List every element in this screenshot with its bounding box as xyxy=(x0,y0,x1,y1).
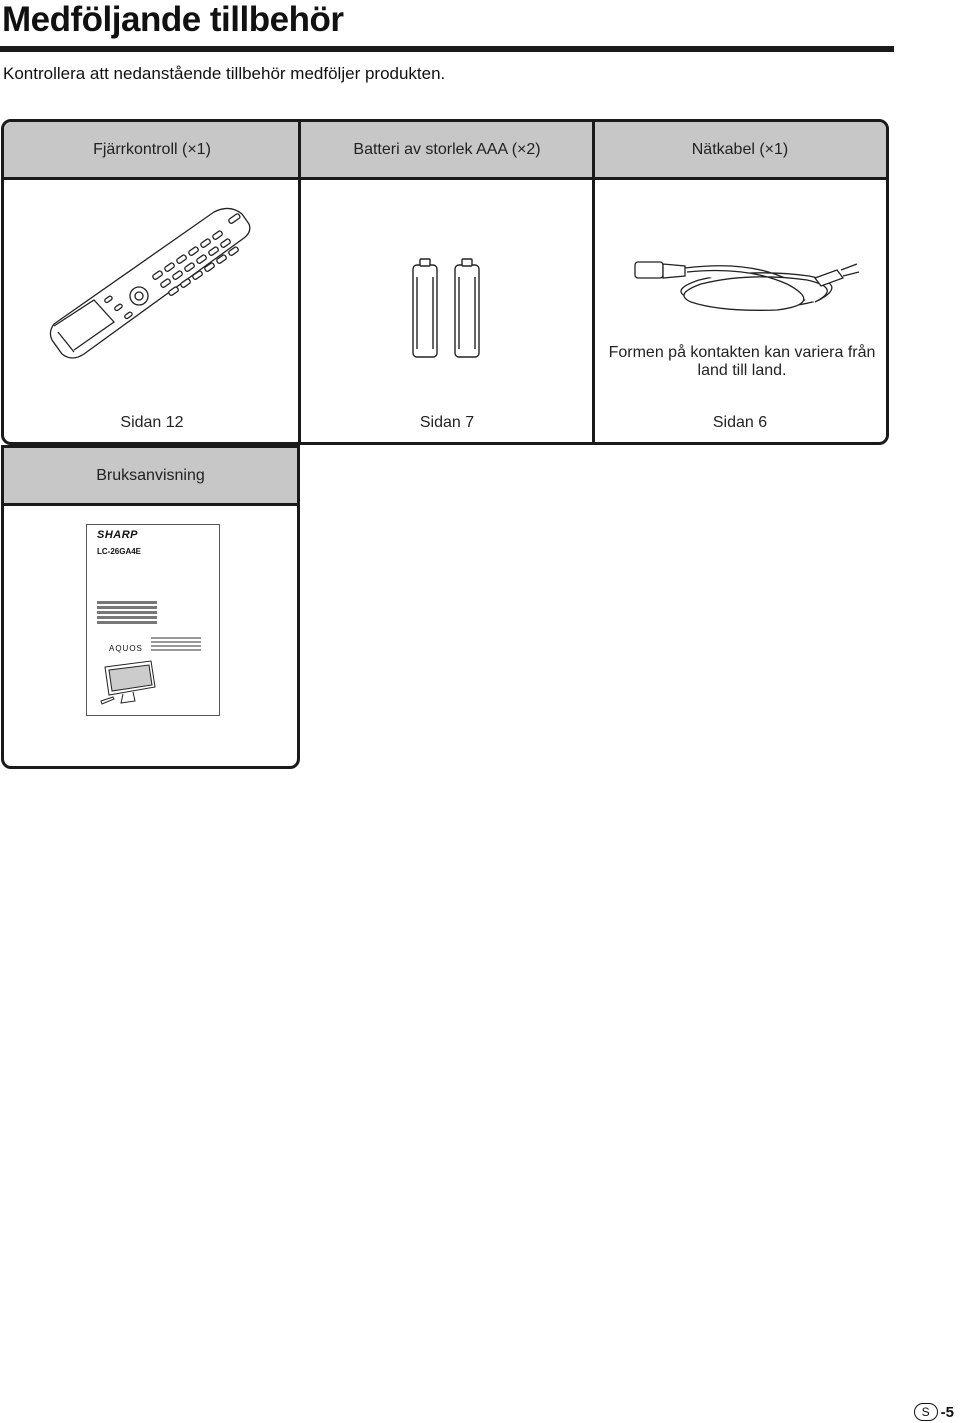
header-battery: Batteri av storlek AAA (×2) xyxy=(300,122,594,180)
header-manual: Bruksanvisning xyxy=(4,448,297,506)
cord-note: Formen på kontakten kan variera från land till land. xyxy=(608,344,876,379)
tv-icon xyxy=(99,657,159,707)
power-cord-icon xyxy=(629,250,869,320)
battery-icon xyxy=(409,257,489,362)
cover-stripes xyxy=(97,601,157,626)
cover-stripes-small xyxy=(151,637,201,653)
accessories-table xyxy=(1,119,889,445)
page-number xyxy=(914,1403,954,1421)
header-remote: Fjärrkontroll (×1) xyxy=(4,122,300,180)
page-number-text: -5 xyxy=(940,1403,954,1421)
remote-control-icon xyxy=(44,204,264,364)
column-divider xyxy=(298,122,301,445)
language-badge: S xyxy=(914,1403,938,1421)
intro-text: Kontrollera att nedanstående tillbehör medföljer produkten. xyxy=(3,64,446,83)
series-logo: AQUOS xyxy=(109,644,143,653)
brand-logo: SHARP xyxy=(97,529,139,541)
page-title: Medföljande tillbehör xyxy=(2,0,344,39)
model-label: LC-26GA4E xyxy=(97,547,142,556)
page-ref-remote: Sidan 12 xyxy=(120,414,184,431)
page-ref-cord: Sidan 6 xyxy=(712,414,768,431)
header-cord: Nätkabel (×1) xyxy=(594,122,886,180)
manual-cover-icon xyxy=(86,524,220,716)
page-ref-battery: Sidan 7 xyxy=(419,414,475,431)
manual-box xyxy=(1,445,300,769)
title-rule xyxy=(0,46,894,52)
column-divider xyxy=(592,122,595,445)
